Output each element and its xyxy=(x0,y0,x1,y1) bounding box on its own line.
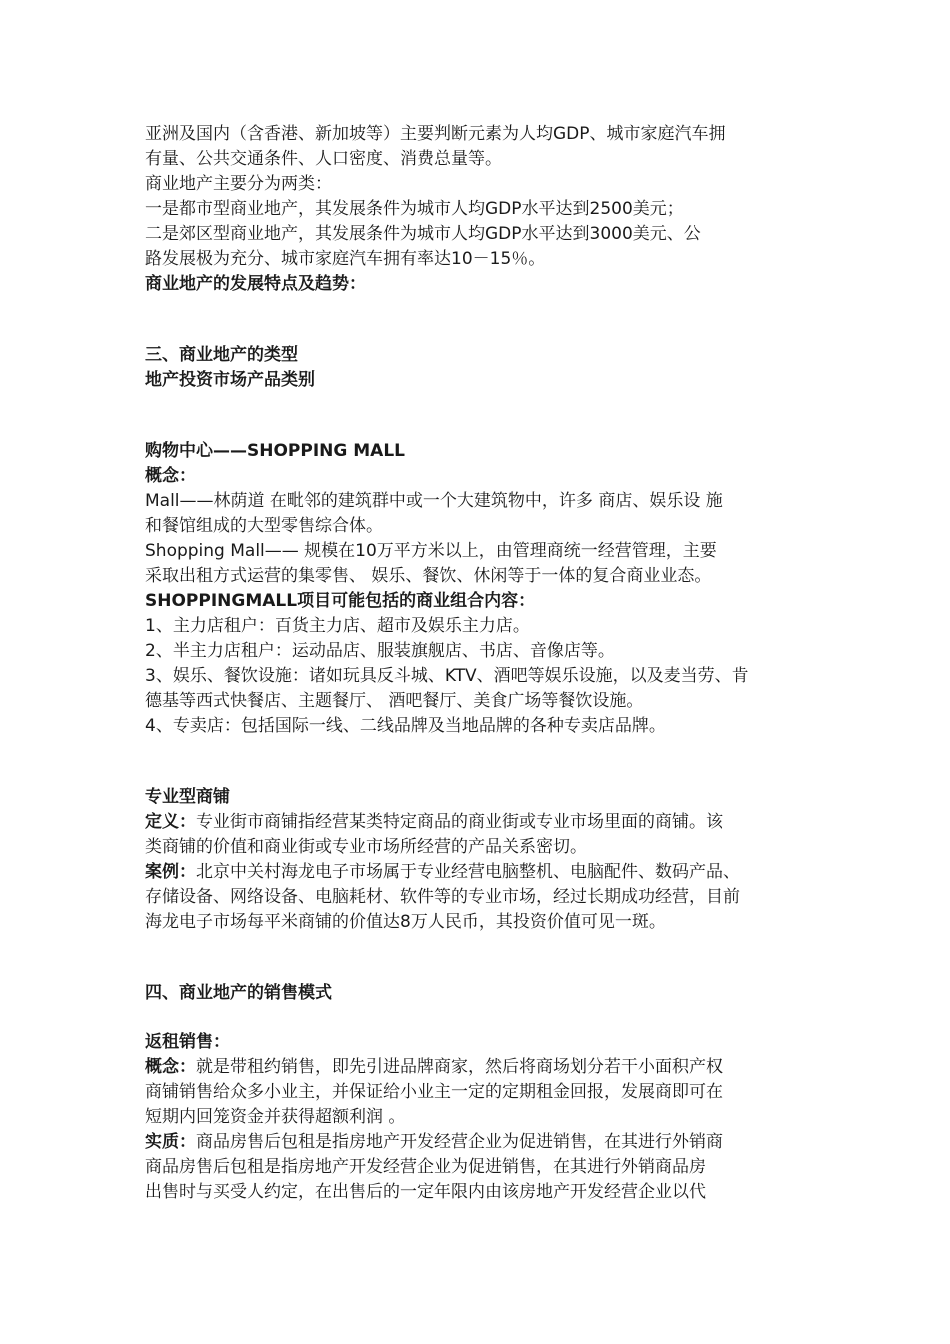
mall-title: 购物中心——SHOPPING MALL xyxy=(145,441,406,461)
intro-line: 一是都市型商业地产，其发展条件为城市人均GDP水平达到2500美元； xyxy=(145,199,684,219)
leaseback-concept-line xyxy=(145,1055,825,1080)
case-text: 北京中关村海龙电子市场属于专业经营电脑整机、电脑配件、数码产品、 xyxy=(196,862,740,882)
intro-line: 商业地产主要分为两类： xyxy=(145,174,332,194)
mall-combo-heading: SHOPPINGMALL项目可能包括的商业组合内容： xyxy=(145,591,536,611)
leaseback-concept-line: 商铺销售给众多小业主，并保证给小业主一定的定期租金回报，发展商即可在 xyxy=(145,1082,723,1102)
essence-text: 商品房售后包租是指房地产开发经营企业为促进销售，在其进行外销商 xyxy=(196,1132,723,1152)
leaseback-essence-line xyxy=(145,1130,825,1155)
specialty-definition-line xyxy=(145,810,825,835)
leaseback-title: 返租销售： xyxy=(145,1032,230,1052)
intro-line: 有量、公共交通条件、人口密度、消费总量等。 xyxy=(145,149,502,169)
mall-definition-line: 和餐馆组成的大型零售综合体。 xyxy=(145,516,383,536)
definition-label: 定义： xyxy=(145,812,196,832)
intro-line: 亚洲及国内（含香港、新加坡等）主要判断元素为人均GDP、城市家庭汽车拥 xyxy=(145,124,726,144)
concept-label: 概念： xyxy=(145,1057,196,1077)
specialty-definition-line: 类商铺的价值和商业街或专业市场所经营的产品关系密切。 xyxy=(145,837,587,857)
list-item: 1、主力店租户：百货主力店、超市及娱乐主力店。 xyxy=(145,616,530,636)
section-4-title: 四、商业地产的销售模式 xyxy=(145,983,332,1003)
mall-concept-label: 概念： xyxy=(145,466,196,486)
intro-line: 路发展极为充分、城市家庭汽车拥有率达10－15％。 xyxy=(145,249,546,269)
document-page xyxy=(145,122,825,1205)
specialty-case-line xyxy=(145,860,825,885)
section-3-subtitle: 地产投资市场产品类别 xyxy=(145,370,315,390)
mall-definition-line: Mall——林荫道 在毗邻的建筑群中或一个大建筑物中，许多 商店、娱乐设 施 xyxy=(145,491,723,511)
definition-text: 专业街市商铺指经营某类特定商品的商业街或专业市场里面的商铺。该 xyxy=(196,812,723,832)
intro-line: 二是郊区型商业地产，其发展条件为城市人均GDP水平达到3000美元、公 xyxy=(145,224,701,244)
specialty-title: 专业型商铺 xyxy=(145,787,230,807)
essence-label: 实质： xyxy=(145,1132,196,1152)
leaseback-concept-line: 短期内回笼资金并获得超额利润 。 xyxy=(145,1107,406,1127)
list-item: 2、半主力店租户：运动品店、服装旗舰店、书店、音像店等。 xyxy=(145,641,615,661)
specialty-case-line: 海龙电子市场每平米商铺的价值达8万人民币，其投资价值可见一斑。 xyxy=(145,912,666,932)
trends-heading: 商业地产的发展特点及趋势： xyxy=(145,274,366,294)
list-item: 4、专卖店：包括国际一线、二线品牌及当地品牌的各种专卖店品牌。 xyxy=(145,716,666,736)
list-item-continuation: 德基等西式快餐店、主题餐厅、 酒吧餐厅、美食广场等餐饮设施。 xyxy=(145,691,644,711)
case-label: 案例： xyxy=(145,862,196,882)
leaseback-essence-line: 出售时与买受人约定，在出售后的一定年限内由该房地产开发经营企业以代 xyxy=(145,1182,706,1202)
shopping-mall-definition-line: Shopping Mall—— 规模在10万平方米以上，由管理商统一经营管理，主要 xyxy=(145,541,717,561)
leaseback-essence-line: 商品房售后包租是指房地产开发经营企业为促进销售，在其进行外销商品房 xyxy=(145,1157,706,1177)
concept-text: 就是带租约销售，即先引进品牌商家，然后将商场划分若干小面积产权 xyxy=(196,1057,723,1077)
list-item: 3、娱乐、餐饮设施：诸如玩具反斗城、KTV、酒吧等娱乐设施，以及麦当劳、肯 xyxy=(145,666,749,686)
shopping-mall-definition-line: 采取出租方式运营的集零售、 娱乐、餐饮、休闲等于一体的复合商业业态。 xyxy=(145,566,712,586)
section-3-title: 三、商业地产的类型 xyxy=(145,345,298,365)
specialty-case-line: 存储设备、网络设备、电脑耗材、软件等的专业市场，经过长期成功经营，目前 xyxy=(145,887,740,907)
